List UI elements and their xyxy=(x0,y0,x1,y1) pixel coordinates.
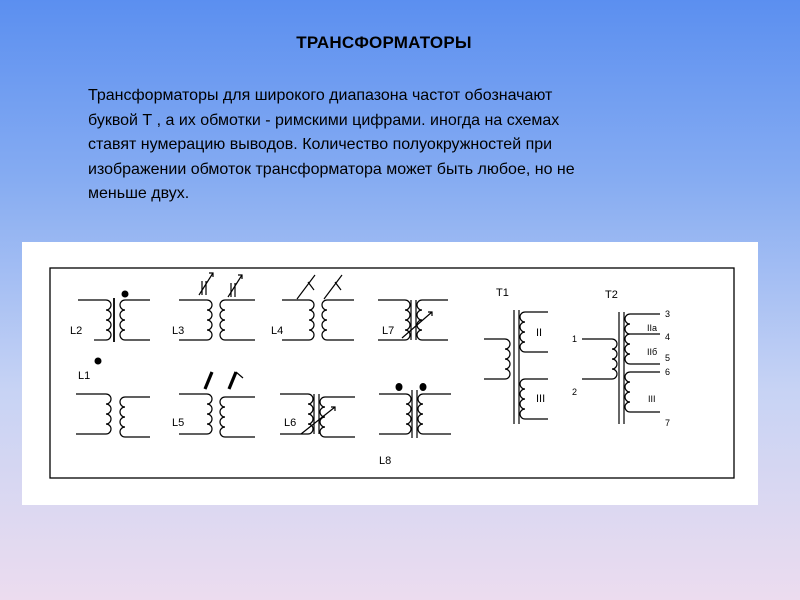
label-l2: L2 xyxy=(70,325,83,337)
label-t2-winding-iib: IIб xyxy=(647,347,658,357)
label-t2-pin-4: 4 xyxy=(665,332,671,342)
label-t2-pin-1: 1 xyxy=(572,334,578,344)
label-l1: L1 xyxy=(78,370,91,382)
inductor-l5 xyxy=(179,372,255,437)
label-t2-winding-iia: IIа xyxy=(647,323,658,333)
inductor-l4 xyxy=(282,275,354,340)
inductor-l6 xyxy=(280,394,355,437)
label-l5: L5 xyxy=(172,417,185,429)
label-l3: L3 xyxy=(172,325,185,337)
label-t2-pin-6: 6 xyxy=(665,367,671,377)
label-t1: T1 xyxy=(496,287,509,299)
label-l4: L4 xyxy=(271,325,284,337)
inductor-l3 xyxy=(179,273,255,340)
body-line: Трансформаторы для широкого диапазона частот обозначают xyxy=(88,87,553,104)
dot-marker xyxy=(95,358,102,365)
label-t2: T2 xyxy=(605,289,618,301)
label-l6: L6 xyxy=(284,417,297,429)
schematic-svg xyxy=(22,242,758,505)
inductor-l1 xyxy=(76,394,150,437)
label-t2-pin-5: 5 xyxy=(665,353,671,363)
body-line: буквой Т , а их обмотки - римскими цифрами. иногда на схемах xyxy=(88,111,560,129)
slide-body-text xyxy=(88,84,728,207)
schematic-panel xyxy=(22,242,758,505)
label-t2-pin-7: 7 xyxy=(665,418,671,428)
label-t1-winding-ii: II xyxy=(536,327,543,339)
dot-marker xyxy=(420,383,427,391)
label-t2-pin-2: 2 xyxy=(572,387,578,397)
dot-marker xyxy=(122,291,129,298)
body-line: ставят нумерацию выводов. Количество полуокружностей при xyxy=(88,136,553,153)
label-l8: L8 xyxy=(379,455,392,467)
body-line: меньше двух. xyxy=(88,185,190,202)
body-line: изображении обмоток трансформатора может быть любое, но не xyxy=(88,160,575,178)
label-l7: L7 xyxy=(382,325,395,337)
inductor-l2 xyxy=(78,291,150,365)
dot-marker xyxy=(396,383,403,391)
label-t2-winding-iii: III xyxy=(648,394,656,404)
label-t1-winding-iii: III xyxy=(536,393,546,405)
inductor-l8 xyxy=(379,383,451,438)
slide-title: ТРАНСФОРМАТОРЫ xyxy=(296,33,472,52)
label-t2-pin-3: 3 xyxy=(665,309,671,319)
